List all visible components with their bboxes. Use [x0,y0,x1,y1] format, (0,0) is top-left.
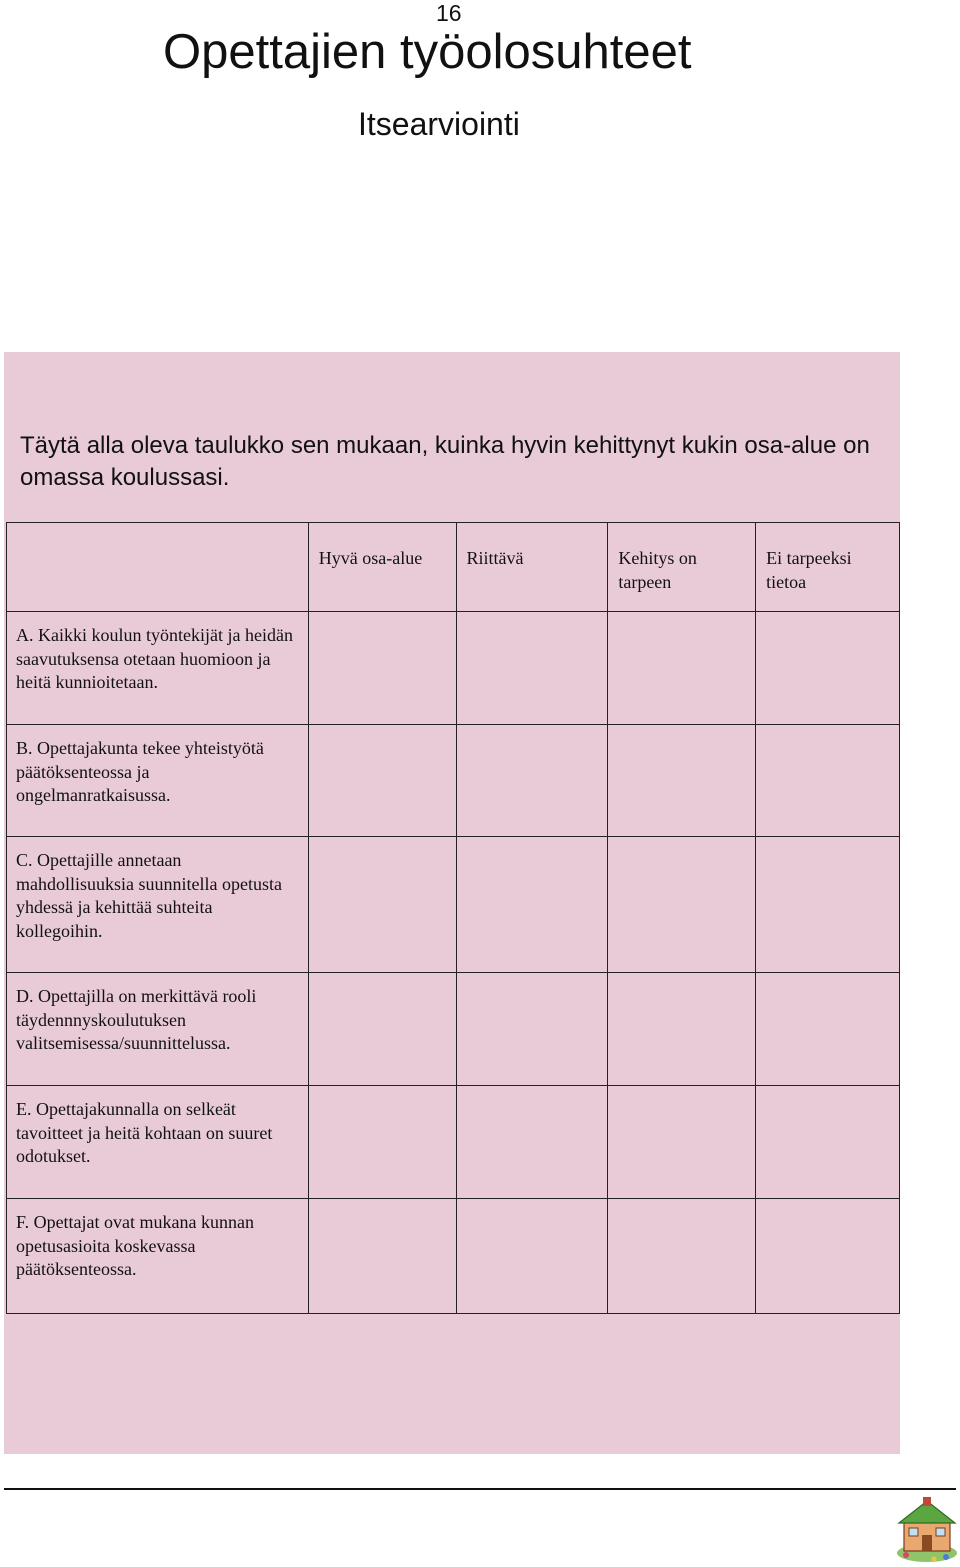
rating-cell-b-sufficient[interactable] [456,725,608,837]
rating-cell-f-not-enough-info[interactable] [756,1199,900,1314]
rating-cell-d-sufficient[interactable] [456,973,608,1086]
rating-cell-a-needs-development[interactable] [608,612,756,725]
rating-cell-c-not-enough-info[interactable] [756,837,900,973]
row-label-d: D. Opettajilla on merkittävä rooli täydennnyskoulutuksen valitsemisessa/suunnittelussa. [7,973,309,1086]
rating-cell-d-needs-development[interactable] [608,973,756,1086]
header-not-enough-info: Ei tarpeeksi tietoa [756,523,900,612]
header-empty-cell [7,523,309,612]
rating-cell-d-good[interactable] [308,973,456,1086]
rating-cell-b-good[interactable] [308,725,456,837]
table-row [7,725,900,837]
page-title: Opettajien työolosuhteet [163,25,692,79]
rating-cell-e-sufficient[interactable] [456,1086,608,1199]
table-row [7,837,900,973]
row-label-e: E. Opettajakunnalla on selkeät tavoitteet ja heitä kohtaan on suuret odotukset. [7,1086,309,1199]
rating-cell-f-needs-development[interactable] [608,1199,756,1314]
rating-cell-e-not-enough-info[interactable] [756,1086,900,1199]
header-needs-development: Kehitys on tarpeen [608,523,756,612]
page-subtitle: Itsearviointi [358,106,520,142]
header-row [7,523,900,612]
rating-cell-a-good[interactable] [308,612,456,725]
table-row [7,973,900,1086]
rating-cell-b-needs-development[interactable] [608,725,756,837]
rating-cell-e-good[interactable] [308,1086,456,1199]
rating-cell-c-good[interactable] [308,837,456,973]
rating-cell-a-not-enough-info[interactable] [756,612,900,725]
table-row [7,1199,900,1314]
table-row [7,1086,900,1199]
rating-cell-d-not-enough-info[interactable] [756,973,900,1086]
row-label-c: C. Opettajille annetaan mahdollisuuksia suunnitella opetusta yhdessä ja kehittää suhteita kollegoihin. [7,837,309,973]
self-assessment-table [6,522,900,1314]
footer-divider [4,1488,956,1490]
rating-cell-e-needs-development[interactable] [608,1086,756,1199]
rating-cell-b-not-enough-info[interactable] [756,725,900,837]
rating-cell-f-sufficient[interactable] [456,1199,608,1314]
row-label-f: F. Opettajat ovat mukana kunnan opetusasioita koskevassa päätöksenteossa. [7,1199,309,1314]
rating-cell-a-sufficient[interactable] [456,612,608,725]
table-row [7,612,900,725]
page-number: 16 [436,0,462,26]
header-good: Hyvä osa-alue [308,523,456,612]
school-house-icon [894,1495,960,1565]
instruction-text: Täytä alla oleva taulukko sen mukaan, kuinka hyvin kehittynyt kukin osa-alue on omassa koulussasi. [20,432,870,491]
header-sufficient: Riittävä [456,523,608,612]
rating-cell-f-good[interactable] [308,1199,456,1314]
rating-cell-c-sufficient[interactable] [456,837,608,973]
row-label-a: A. Kaikki koulun työntekijät ja heidän saavutuksensa otetaan huomioon ja heitä kunnioitetaan. [7,612,309,725]
row-label-b: B. Opettajakunta tekee yhteistyötä päätöksenteossa ja ongelmanratkaisussa. [7,725,309,837]
rating-cell-c-needs-development[interactable] [608,837,756,973]
